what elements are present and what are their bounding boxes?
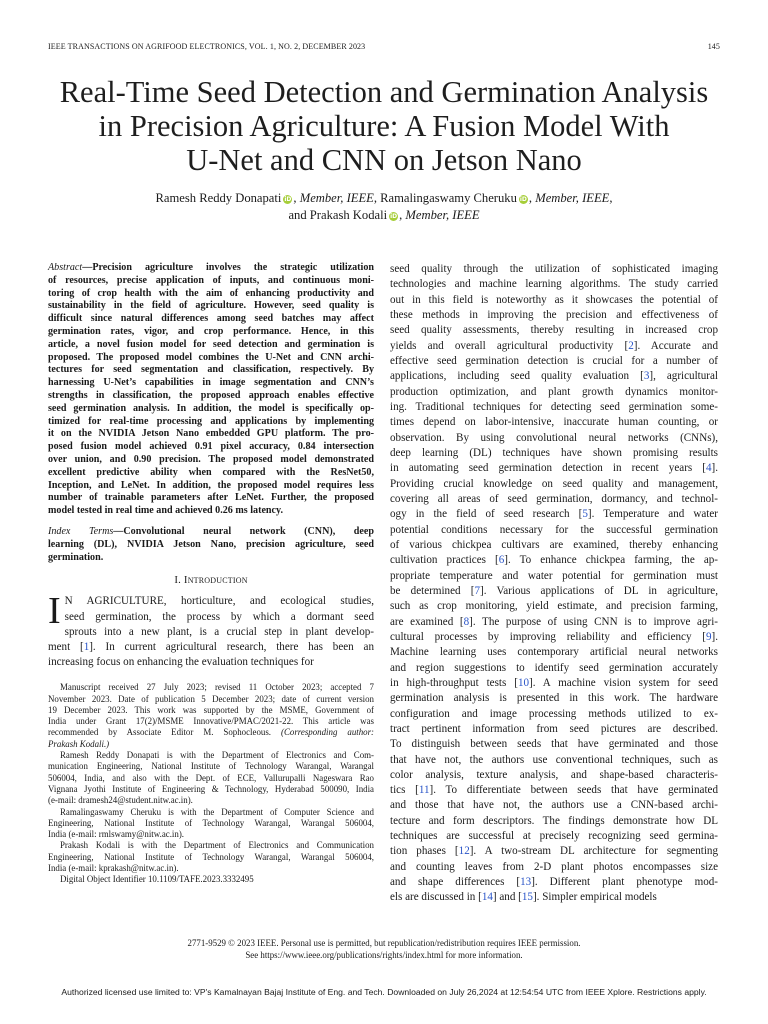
- abstract-line: strengths in classification, the proposed approach enables effective: [48, 389, 374, 401]
- body-line: cultivation practices [6]. To enhance chickpea farming, the ap-: [390, 554, 719, 567]
- abstract-line: number of trainable parameters after LeNet. Further, the proposed: [48, 492, 374, 504]
- intro-line: increasing focus on enhancing the evaluation techniques for: [48, 656, 314, 669]
- citation-link[interactable]: 11: [418, 784, 430, 797]
- body-line: potential conditions necessary for the successful germination: [390, 523, 718, 536]
- intro-line: sprouts into a new plant, is a crucial step in plant develop-: [64, 625, 374, 638]
- citation-link[interactable]: 2: [628, 339, 634, 352]
- abstract-line: germination rates, vigor, and crop performance. Hence, in this: [48, 325, 374, 337]
- body-line: Machine learning uses contemporary artificial neural networks: [390, 646, 718, 659]
- title-line: in Precision Agriculture: A Fusion Model With: [98, 109, 670, 143]
- intro-line: ment [1]. In current agricultural research, there has been an: [48, 640, 374, 653]
- abstract: [48, 262, 374, 518]
- abstract-line: Inception, and LeNet. In addition, the proposed model requires less: [48, 479, 374, 491]
- author-role: Member, IEEE: [535, 191, 610, 205]
- index-terms-line: Index Terms—Convolutional neural network (CNN), deep: [48, 525, 374, 537]
- abstract-line: seed germination analysis. In addition, the model is specifically op-: [48, 402, 374, 414]
- body-line: effective seed germination detection is crucial for a number of: [390, 354, 718, 367]
- abstract-line: model tested in real time and achieved 0.26 ms latency.: [48, 505, 284, 517]
- abstract-line: Abstract—Precision agriculture involves the strategic utilization: [48, 262, 374, 273]
- author-role: Member, IEEE: [405, 208, 480, 222]
- body-line: To distinguish between seeds that have germinated and those: [390, 738, 718, 751]
- body-line: seed quality through the utilization of sophisticated imaging: [390, 263, 718, 275]
- body-line: times depend on labor-intensive, inaccurate human counting, or: [390, 416, 718, 429]
- paper-title: [40, 75, 728, 177]
- abstract-line: over union, and 0.90 precision. The proposed model demonstrated: [48, 453, 374, 465]
- body-line: techniques are successful at precisely recognizing seed germina-: [390, 830, 718, 843]
- abstract-line: posed fusion model achieved 0.91 pixel accuracy, 0.84 intersection: [48, 441, 374, 453]
- citation-link[interactable]: 4: [705, 462, 712, 475]
- footnote-line: Engineering, National Institute of Technology Warangal, Warangal 506004,: [48, 851, 374, 862]
- title-line: Real-Time Seed Detection and Germination Analysis: [59, 75, 709, 109]
- footnote-line: India (e-mail: kprakash@nitw.ac.in).: [48, 863, 179, 874]
- body-line: applications, including seed quality evaluation [3], agricultural: [390, 370, 718, 383]
- body-line: Providing crucial knowledge on seed quality and management,: [390, 477, 718, 490]
- abstract-line: proposed. The proposed model combines the U-Net and CNN archi-: [48, 351, 374, 363]
- body-line: tecture and form descriptors. The findings demonstrate how DL: [390, 814, 718, 827]
- body-line: of various chickpea cultivars are examined, thereby enhancing: [390, 538, 718, 551]
- body-line: that have not, the authors use conventional techniques, such as: [390, 753, 718, 766]
- section-heading: I. Introduction: [174, 574, 248, 587]
- body-line: propriate temperature and water potential for germination must: [390, 569, 718, 582]
- body-line: tion phases [12]. A two-stream DL architecture for segmenting: [390, 845, 719, 858]
- abstract-line: sustainability in the field of agriculture. However, seed quality is: [48, 300, 374, 312]
- body-line: these methods in improving the precision and effectiveness of: [390, 308, 718, 321]
- intro-line: seed germination, the process by which a dormant seed: [64, 610, 374, 623]
- body-line: technologies and machine learning algorithms. The study carried: [390, 278, 718, 291]
- citation-link[interactable]: 1: [83, 640, 90, 653]
- body-line: seed quality assessments, thereby resulting in increased crop: [390, 324, 718, 337]
- orcid-icon[interactable]: iD: [519, 196, 527, 203]
- copyright-line: 2771-9529 © 2023 IEEE. Personal use is permitted, but republication/redistribution requires IEEE permission.: [187, 938, 581, 948]
- journal-name: IEEE TRANSACTIONS ON AGRIFOOD ELECTRONICS, VOL. 1, NO. 2, DECEMBER 2023: [48, 42, 366, 51]
- copyright-footer: [40, 938, 728, 961]
- body-line: color analysis, texture analysis, and shape-based characteris-: [390, 768, 718, 781]
- footnote-line: India (e-mail: rmlswamy@nitw.ac.in).: [48, 829, 184, 840]
- body-line: deep learning (DL) techniques have shown promising results: [390, 446, 718, 459]
- author-name: and Prakash Kodali: [288, 208, 388, 222]
- abstract-line: excellent predictive ability when compared with the ResNet50,: [48, 466, 374, 478]
- abstract-line: timized for real-time processing and applications by implementing: [48, 415, 374, 427]
- body-line: production optimization, and plant growth dynamics monitor-: [390, 385, 718, 398]
- body-line: els are discussed in [14] and [15]. Simpler empirical models: [390, 891, 657, 904]
- abstract-line: of resources, precise application of inputs, and continuous moni-: [48, 274, 374, 286]
- body-line: covering all areas of seed germination, dormancy, and technol-: [390, 492, 718, 505]
- author-name: Ramalingaswamy Cheruku: [380, 191, 517, 205]
- footnote-line: Ramesh Reddy Donapati is with the Department of Electronics and Com-: [60, 750, 374, 761]
- title-line: U-Net and CNN on Jetson Nano: [186, 143, 582, 177]
- citation-link[interactable]: 10: [517, 676, 530, 689]
- footnote-line: Prakash Kodali.): [48, 738, 110, 749]
- body-line: configuration and image processing methods utilized to ex-: [390, 707, 718, 720]
- body-line: cultural processes by improving reliability and efficiency [9].: [390, 630, 718, 643]
- body-line: tics [11]. To differentiate between seeds that have germinated: [390, 784, 718, 797]
- index-terms: [48, 526, 374, 564]
- index-terms-line: germination.: [48, 551, 104, 563]
- citation-link[interactable]: 8: [463, 615, 470, 628]
- left-column: [48, 262, 374, 886]
- footnote-line: Digital Object Identifier 10.1109/TAFE.2023.3332495: [60, 874, 254, 885]
- body-line: out in this field is noteworthy as it showcases the potential of: [390, 293, 718, 306]
- right-column: [390, 262, 718, 906]
- rights-line: See https://www.ieee.org/publications/rights/index.html for more information.: [245, 949, 523, 960]
- footnote-line: recommended by Associate Editor M. Sophocleous. (Corresponding author:: [48, 727, 375, 738]
- footnote-line: 19 December 2023. This work was supported by the MSME, Government of: [48, 704, 374, 715]
- body-line: be determined [7]. Various applications of DL in agriculture,: [390, 584, 718, 597]
- body-line: observation. By using convolutional neural networks (CNNs),: [390, 431, 718, 444]
- orcid-icon[interactable]: iD: [390, 213, 398, 220]
- orcid-icon[interactable]: iD: [284, 196, 292, 203]
- footnotes: [48, 682, 374, 885]
- author-role: Member, IEEE: [299, 191, 374, 205]
- footnote-line: Vignana Jyothi Institute of Engineering & Technology, Hyderabad 500090, India: [48, 783, 374, 794]
- author-list: Ramesh Reddy Donapati iD , Member, IEEE, Ramalingaswamy Cheruku iD , Member, IEEE, and Prakash Kodali iD , Member, IEEE: [155, 191, 613, 222]
- author-name: Ramesh Reddy Donapati: [155, 191, 282, 205]
- citation-link[interactable]: 5: [582, 508, 588, 521]
- body-line: and those that have not, the authors use a CNN-based archi-: [390, 799, 718, 812]
- citation-link[interactable]: 9: [705, 630, 712, 643]
- abstract-line: toring of crop health with the aim of enhancing productivity and: [48, 287, 374, 299]
- footnote-line: India under Grant 17(2)/MSME Innovative/PMAC/2021-22. This article was: [48, 716, 374, 727]
- footnote-line: (e-mail: dramesh24@student.nitw.ac.in).: [48, 795, 193, 806]
- running-header: [48, 42, 720, 54]
- footnote-line: November 2023. Date of publication 5 December 2023; date of current version: [48, 693, 374, 704]
- citation-link[interactable]: 14: [481, 891, 493, 904]
- intro-paragraph: [48, 590, 374, 670]
- footnote-line: Ramalingaswamy Cheruku is with the Department of Computer Science and: [60, 806, 374, 817]
- citation-link[interactable]: 15: [521, 891, 533, 904]
- footnote-line: Manuscript received 27 July 2023; revised 11 October 2023; accepted 7: [60, 682, 374, 693]
- footnote-line: munication Engineering, National Institute of Technology Warangal, Warangal: [48, 761, 374, 772]
- abstract-line: it on the NVIDIA Jetson Nano embedded GPU platform. The pro-: [48, 428, 374, 440]
- footnote-line: 506004, India, and also with the Dept. of ECE, Vallurupalli Nageswara Rao: [48, 772, 374, 783]
- intro-line: N AGRICULTURE, horticulture, and ecological studies,: [64, 595, 374, 608]
- index-terms-label: Index Terms: [48, 525, 114, 537]
- body-line: ing. Traditional techniques for detecting seed germination some-: [390, 400, 718, 413]
- license-notice: Authorized licensed use limited to: VP's Kamalnayan Bajaj Institute of Eng. and Tech. Downloaded on July 26,2024 at 12:54:54 UTC from IEEE Xplore. Restrictions apply.: [61, 987, 707, 997]
- abstract-line: article, a novel fusion model for seed detection and germination is: [48, 338, 374, 350]
- abstract-label: Abstract: [48, 262, 83, 273]
- index-terms-line: learning (DL), NVIDIA Jetson Nano, precision agriculture, seed: [48, 538, 374, 550]
- body-line: yields and overall agricultural productivity [2]. Accurate and: [390, 339, 718, 352]
- abstract-line: tectures for seed segmentation and classification, respectively. By: [48, 364, 374, 376]
- body-line: and counting leaves from 2-D plant photos encompasses size: [390, 860, 718, 873]
- citation-link[interactable]: 13: [520, 876, 532, 889]
- body-line: germination analysis is presented in this work. The hardware: [390, 692, 718, 705]
- body-line: in high-throughput tests [10]. A machine vision system for seed: [390, 676, 718, 689]
- page-number: 145: [707, 42, 720, 51]
- citation-link[interactable]: 6: [498, 554, 505, 567]
- citation-link[interactable]: 12: [458, 845, 470, 858]
- body-line: are examined [8]. The purpose of using CNN is to improve agri-: [390, 615, 718, 628]
- body-line: and shape differences [13]. Different plant phenotype mod-: [390, 876, 718, 889]
- abstract-line: difficult since natural differences among seed batches may affect: [48, 313, 374, 325]
- abstract-line: harnessing U-Net’s capabilities in image segmentation and CNN’s: [48, 377, 374, 389]
- footnote-line: Engineering, National Institute of Technology Warangal, Warangal 506004,: [48, 817, 374, 828]
- citation-link[interactable]: 7: [474, 584, 480, 597]
- citation-link[interactable]: 3: [643, 370, 650, 383]
- drop-cap: I: [48, 590, 61, 633]
- body-line: and region suggestions to identify seed germination accurately: [390, 661, 718, 674]
- footnote-line: Prakash Kodali is with the Department of Electronics and Communication: [60, 840, 374, 851]
- body-line: such as crop monitoring, yield estimate, and precision farming,: [390, 600, 718, 613]
- body-line: ogy in the field of seed research [5]. Temperature and water: [390, 508, 718, 521]
- body-line: tract pertinent information from seed pictures are described.: [390, 722, 718, 735]
- body-line: in automating seed germination detection in recent years [4].: [390, 462, 718, 475]
